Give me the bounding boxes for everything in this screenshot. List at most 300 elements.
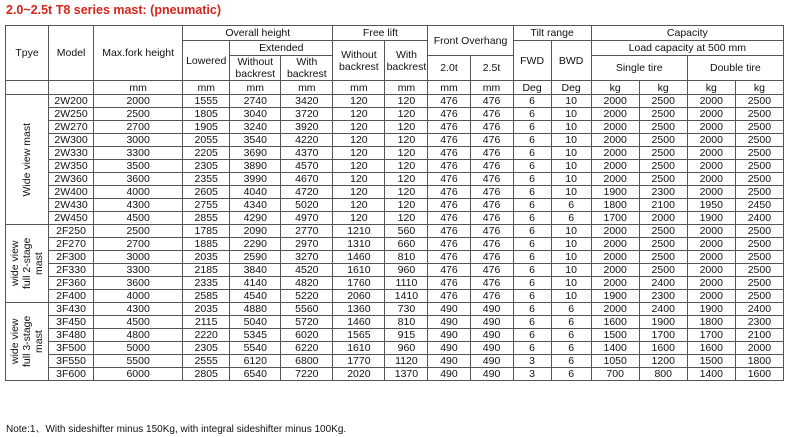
model-cell: 2W400 <box>49 186 94 199</box>
table-row <box>6 277 784 290</box>
value-cell: 1555 <box>183 95 230 108</box>
value-cell: 2500 <box>639 134 687 147</box>
value-cell: 1905 <box>183 121 230 134</box>
unit-cell: kg <box>591 81 639 95</box>
value-cell: 5500 <box>94 355 183 368</box>
value-cell: 2000 <box>591 108 639 121</box>
mast-type-label-line: wide view <box>9 240 22 287</box>
value-cell: 1610 <box>333 342 385 355</box>
value-cell: 476 <box>428 95 470 108</box>
value-cell: 476 <box>428 225 470 238</box>
value-cell: 10 <box>551 95 591 108</box>
value-cell: 476 <box>470 277 513 290</box>
value-cell: 10 <box>551 134 591 147</box>
value-cell: 476 <box>470 173 513 186</box>
value-cell: 1800 <box>735 355 783 368</box>
table-body <box>6 95 784 381</box>
value-cell: 1600 <box>687 342 735 355</box>
value-cell: 5040 <box>230 316 281 329</box>
value-cell: 1900 <box>687 212 735 225</box>
value-cell: 1400 <box>591 342 639 355</box>
value-cell: 6 <box>513 108 551 121</box>
value-cell: 3890 <box>230 160 281 173</box>
value-cell: 6 <box>513 264 551 277</box>
value-cell: 10 <box>551 225 591 238</box>
unit-cell: mm <box>230 81 281 95</box>
header-load-capacity: Load capacity at 500 mm <box>591 41 783 56</box>
value-cell: 6 <box>513 225 551 238</box>
value-cell: 476 <box>470 186 513 199</box>
value-cell: 476 <box>428 212 470 225</box>
value-cell: 3300 <box>94 147 183 160</box>
value-cell: 2500 <box>735 108 783 121</box>
value-cell: 2000 <box>94 95 183 108</box>
value-cell: 6 <box>513 290 551 303</box>
value-cell: 6 <box>551 329 591 342</box>
value-cell: 4570 <box>281 160 333 173</box>
table-row <box>6 225 784 238</box>
value-cell: 10 <box>551 121 591 134</box>
value-cell: 3720 <box>281 108 333 121</box>
value-cell: 490 <box>428 303 470 316</box>
value-cell: 476 <box>470 212 513 225</box>
value-cell: 2000 <box>687 264 735 277</box>
value-cell: 2400 <box>735 212 783 225</box>
model-cell: 2F330 <box>49 264 94 277</box>
value-cell: 120 <box>333 121 385 134</box>
value-cell: 1700 <box>639 329 687 342</box>
value-cell: 2000 <box>687 225 735 238</box>
value-cell: 2500 <box>94 225 183 238</box>
value-cell: 1600 <box>639 342 687 355</box>
value-cell: 120 <box>333 199 385 212</box>
table-row <box>6 303 784 316</box>
mast-type-label-line: full 2-stage mast <box>21 237 46 290</box>
footnote: Note:1、With sideshifter minus 150Kg, with integral sideshifter minus 100Kg. <box>6 424 347 435</box>
value-cell: 120 <box>385 160 428 173</box>
value-cell: 476 <box>470 238 513 251</box>
value-cell: 6 <box>513 212 551 225</box>
model-cell: 2F400 <box>49 290 94 303</box>
value-cell: 810 <box>385 316 428 329</box>
value-cell: 120 <box>333 147 385 160</box>
value-cell: 1210 <box>333 225 385 238</box>
value-cell: 1410 <box>385 290 428 303</box>
value-cell: 2000 <box>687 134 735 147</box>
value-cell: 2055 <box>183 134 230 147</box>
value-cell: 120 <box>333 160 385 173</box>
page-title: 2.0~2.5t T8 series mast: (pneumatic) <box>6 3 222 17</box>
value-cell: 2755 <box>183 199 230 212</box>
value-cell: 2500 <box>639 264 687 277</box>
value-cell: 1120 <box>385 355 428 368</box>
table-row <box>6 134 784 147</box>
model-cell: 2F300 <box>49 251 94 264</box>
mast-type-group-label <box>6 95 49 225</box>
value-cell: 3300 <box>94 264 183 277</box>
value-cell: 6 <box>551 212 591 225</box>
table-row <box>6 186 784 199</box>
unit-cell: mm <box>333 81 385 95</box>
value-cell: 490 <box>428 355 470 368</box>
value-cell: 120 <box>333 95 385 108</box>
value-cell: 1885 <box>183 238 230 251</box>
value-cell: 476 <box>428 108 470 121</box>
table-row <box>6 95 784 108</box>
value-cell: 120 <box>385 108 428 121</box>
value-cell: 2000 <box>591 225 639 238</box>
value-cell: 3420 <box>281 95 333 108</box>
value-cell: 4720 <box>281 186 333 199</box>
mast-type-label-line: wide view <box>9 318 22 365</box>
value-cell: 1900 <box>591 186 639 199</box>
value-cell: 2500 <box>94 108 183 121</box>
value-cell: 6 <box>513 277 551 290</box>
value-cell: 490 <box>470 355 513 368</box>
value-cell: 2355 <box>183 173 230 186</box>
value-cell: 490 <box>428 316 470 329</box>
value-cell: 6 <box>513 316 551 329</box>
value-cell: 2500 <box>639 225 687 238</box>
value-cell: 6 <box>513 186 551 199</box>
value-cell: 476 <box>470 108 513 121</box>
model-cell: 2W360 <box>49 173 94 186</box>
header-fwd: FWD <box>513 41 551 81</box>
model-cell: 3F480 <box>49 329 94 342</box>
value-cell: 560 <box>385 225 428 238</box>
value-cell: 2035 <box>183 303 230 316</box>
value-cell: 2300 <box>639 290 687 303</box>
value-cell: 2400 <box>639 303 687 316</box>
value-cell: 7220 <box>281 368 333 381</box>
value-cell: 1565 <box>333 329 385 342</box>
header-free-lift: Free lift <box>333 26 428 41</box>
mast-spec-table <box>5 25 784 381</box>
value-cell: 2290 <box>230 238 281 251</box>
unit-cell: mm <box>470 81 513 95</box>
value-cell: 2500 <box>735 121 783 134</box>
value-cell: 5220 <box>281 290 333 303</box>
mast-type-label <box>9 225 45 302</box>
value-cell: 2000 <box>591 277 639 290</box>
unit-cell: mm <box>428 81 470 95</box>
value-cell: 960 <box>385 264 428 277</box>
value-cell: 2000 <box>591 238 639 251</box>
header-ext-without-backrest: Without backrest <box>230 56 281 81</box>
value-cell: 2500 <box>639 251 687 264</box>
value-cell: 2855 <box>183 212 230 225</box>
value-cell: 490 <box>470 329 513 342</box>
value-cell: 1460 <box>333 316 385 329</box>
value-cell: 2500 <box>735 277 783 290</box>
table-row <box>6 199 784 212</box>
value-cell: 2000 <box>591 173 639 186</box>
value-cell: 2115 <box>183 316 230 329</box>
value-cell: 4340 <box>230 199 281 212</box>
table-row <box>6 173 784 186</box>
value-cell: 4220 <box>281 134 333 147</box>
header-type: Tpye <box>6 26 49 81</box>
value-cell: 6 <box>513 238 551 251</box>
value-cell: 476 <box>470 147 513 160</box>
value-cell: 2305 <box>183 160 230 173</box>
value-cell: 476 <box>470 251 513 264</box>
value-cell: 6 <box>551 355 591 368</box>
value-cell: 1610 <box>333 264 385 277</box>
unit-cell: kg <box>687 81 735 95</box>
model-cell: 3F500 <box>49 342 94 355</box>
value-cell: 2000 <box>687 238 735 251</box>
value-cell: 960 <box>385 342 428 355</box>
table-row <box>6 238 784 251</box>
value-cell: 2500 <box>735 225 783 238</box>
value-cell: 2000 <box>687 186 735 199</box>
value-cell: 2970 <box>281 238 333 251</box>
value-cell: 2000 <box>687 277 735 290</box>
model-cell: 2F360 <box>49 277 94 290</box>
value-cell: 6 <box>551 199 591 212</box>
value-cell: 6 <box>513 147 551 160</box>
value-cell: 476 <box>428 199 470 212</box>
model-cell: 2F250 <box>49 225 94 238</box>
unit-cell: Deg <box>513 81 551 95</box>
value-cell: 4800 <box>94 329 183 342</box>
value-cell: 476 <box>428 134 470 147</box>
value-cell: 476 <box>470 290 513 303</box>
value-cell: 6 <box>551 316 591 329</box>
value-cell: 10 <box>551 160 591 173</box>
value-cell: 2700 <box>94 238 183 251</box>
value-cell: 120 <box>333 173 385 186</box>
value-cell: 2000 <box>687 108 735 121</box>
value-cell: 6 <box>551 342 591 355</box>
value-cell: 10 <box>551 251 591 264</box>
value-cell: 2805 <box>183 368 230 381</box>
value-cell: 1200 <box>639 355 687 368</box>
model-cell: 2F270 <box>49 238 94 251</box>
value-cell: 2740 <box>230 95 281 108</box>
value-cell: 2000 <box>687 290 735 303</box>
model-cell: 2W250 <box>49 108 94 121</box>
value-cell: 2300 <box>639 186 687 199</box>
value-cell: 490 <box>470 368 513 381</box>
table-row <box>6 355 784 368</box>
value-cell: 120 <box>385 212 428 225</box>
model-cell: 2W270 <box>49 121 94 134</box>
value-cell: 476 <box>470 160 513 173</box>
value-cell: 120 <box>385 186 428 199</box>
header-free-without-backrest: Without backrest <box>333 41 385 81</box>
value-cell: 1460 <box>333 251 385 264</box>
value-cell: 2555 <box>183 355 230 368</box>
value-cell: 2770 <box>281 225 333 238</box>
value-cell: 4300 <box>94 199 183 212</box>
value-cell: 3540 <box>230 134 281 147</box>
value-cell: 1900 <box>591 290 639 303</box>
value-cell: 2500 <box>639 173 687 186</box>
value-cell: 4970 <box>281 212 333 225</box>
model-cell: 3F550 <box>49 355 94 368</box>
value-cell: 10 <box>551 186 591 199</box>
value-cell: 476 <box>428 264 470 277</box>
unit-cell: mm <box>183 81 230 95</box>
model-cell: 2W330 <box>49 147 94 160</box>
value-cell: 4290 <box>230 212 281 225</box>
value-cell: 476 <box>470 134 513 147</box>
value-cell: 490 <box>470 303 513 316</box>
value-cell: 3040 <box>230 108 281 121</box>
unit-cell: Deg <box>551 81 591 95</box>
unit-cell: mm <box>281 81 333 95</box>
value-cell: 2000 <box>639 212 687 225</box>
value-cell: 1310 <box>333 238 385 251</box>
value-cell: 476 <box>470 225 513 238</box>
value-cell: 3600 <box>94 173 183 186</box>
value-cell: 476 <box>470 95 513 108</box>
value-cell: 4000 <box>94 186 183 199</box>
value-cell: 476 <box>470 199 513 212</box>
value-cell: 1800 <box>687 316 735 329</box>
value-cell: 2220 <box>183 329 230 342</box>
value-cell: 2300 <box>735 316 783 329</box>
model-cell: 2W300 <box>49 134 94 147</box>
value-cell: 10 <box>551 147 591 160</box>
value-cell: 490 <box>428 368 470 381</box>
value-cell: 6 <box>513 303 551 316</box>
value-cell: 476 <box>428 238 470 251</box>
header-bwd: BWD <box>551 41 591 81</box>
value-cell: 4370 <box>281 147 333 160</box>
header-overhang-2-0t: 2.0t <box>428 56 470 81</box>
value-cell: 4520 <box>281 264 333 277</box>
value-cell: 6 <box>513 251 551 264</box>
value-cell: 1700 <box>591 212 639 225</box>
value-cell: 4670 <box>281 173 333 186</box>
value-cell: 10 <box>551 290 591 303</box>
value-cell: 2060 <box>333 290 385 303</box>
header-lowered: Lowered <box>183 41 230 81</box>
value-cell: 476 <box>428 147 470 160</box>
value-cell: 120 <box>333 108 385 121</box>
value-cell: 476 <box>428 121 470 134</box>
value-cell: 800 <box>639 368 687 381</box>
value-cell: 3000 <box>94 251 183 264</box>
unit-cell: kg <box>639 81 687 95</box>
value-cell: 2500 <box>735 251 783 264</box>
value-cell: 120 <box>333 134 385 147</box>
value-cell: 10 <box>551 264 591 277</box>
units-type-cell <box>6 81 49 95</box>
mast-type-label-line: full 3-stage mast <box>21 315 46 368</box>
model-cell: 3F450 <box>49 316 94 329</box>
value-cell: 2500 <box>639 147 687 160</box>
value-cell: 3500 <box>94 160 183 173</box>
value-cell: 730 <box>385 303 428 316</box>
value-cell: 6 <box>513 121 551 134</box>
value-cell: 5540 <box>230 342 281 355</box>
header-model: Model <box>49 26 94 81</box>
value-cell: 1600 <box>735 368 783 381</box>
value-cell: 10 <box>551 173 591 186</box>
value-cell: 476 <box>470 121 513 134</box>
value-cell: 476 <box>428 173 470 186</box>
value-cell: 6120 <box>230 355 281 368</box>
value-cell: 2700 <box>94 121 183 134</box>
value-cell: 810 <box>385 251 428 264</box>
value-cell: 2000 <box>735 342 783 355</box>
units-model-cell <box>49 81 94 95</box>
value-cell: 5020 <box>281 199 333 212</box>
value-cell: 2500 <box>639 160 687 173</box>
value-cell: 6 <box>551 303 591 316</box>
header-capacity: Capacity <box>591 26 783 41</box>
value-cell: 2500 <box>735 95 783 108</box>
model-cell: 2W450 <box>49 212 94 225</box>
value-cell: 1360 <box>333 303 385 316</box>
mast-type-group-label <box>6 303 49 381</box>
value-cell: 3000 <box>94 134 183 147</box>
value-cell: 2000 <box>591 121 639 134</box>
value-cell: 120 <box>385 199 428 212</box>
value-cell: 2500 <box>735 264 783 277</box>
value-cell: 4820 <box>281 277 333 290</box>
table-row <box>6 160 784 173</box>
value-cell: 5560 <box>281 303 333 316</box>
value-cell: 1500 <box>687 355 735 368</box>
value-cell: 3990 <box>230 173 281 186</box>
value-cell: 3600 <box>94 277 183 290</box>
value-cell: 476 <box>428 290 470 303</box>
unit-cell: kg <box>735 81 783 95</box>
value-cell: 2500 <box>639 238 687 251</box>
table-row <box>6 108 784 121</box>
value-cell: 2000 <box>687 251 735 264</box>
value-cell: 120 <box>385 134 428 147</box>
table-row <box>6 212 784 225</box>
header-single-tire: Single tire <box>591 56 687 81</box>
value-cell: 3 <box>513 355 551 368</box>
value-cell: 2000 <box>591 95 639 108</box>
value-cell: 4140 <box>230 277 281 290</box>
table-row <box>6 121 784 134</box>
model-cell: 3F430 <box>49 303 94 316</box>
value-cell: 1370 <box>385 368 428 381</box>
table-row <box>6 368 784 381</box>
value-cell: 1760 <box>333 277 385 290</box>
value-cell: 490 <box>470 342 513 355</box>
value-cell: 2000 <box>687 147 735 160</box>
value-cell: 2400 <box>735 303 783 316</box>
value-cell: 3840 <box>230 264 281 277</box>
value-cell: 6 <box>513 173 551 186</box>
value-cell: 700 <box>591 368 639 381</box>
value-cell: 1950 <box>687 199 735 212</box>
model-cell: 3F600 <box>49 368 94 381</box>
value-cell: 1600 <box>591 316 639 329</box>
header-extended: Extended <box>230 41 333 56</box>
value-cell: 2205 <box>183 147 230 160</box>
value-cell: 2000 <box>591 134 639 147</box>
model-cell: 2W430 <box>49 199 94 212</box>
value-cell: 6220 <box>281 342 333 355</box>
value-cell: 660 <box>385 238 428 251</box>
value-cell: 2000 <box>591 147 639 160</box>
table-row <box>6 264 784 277</box>
value-cell: 4880 <box>230 303 281 316</box>
value-cell: 6540 <box>230 368 281 381</box>
value-cell: 1785 <box>183 225 230 238</box>
header-ext-with-backrest: With backrest <box>281 56 333 81</box>
